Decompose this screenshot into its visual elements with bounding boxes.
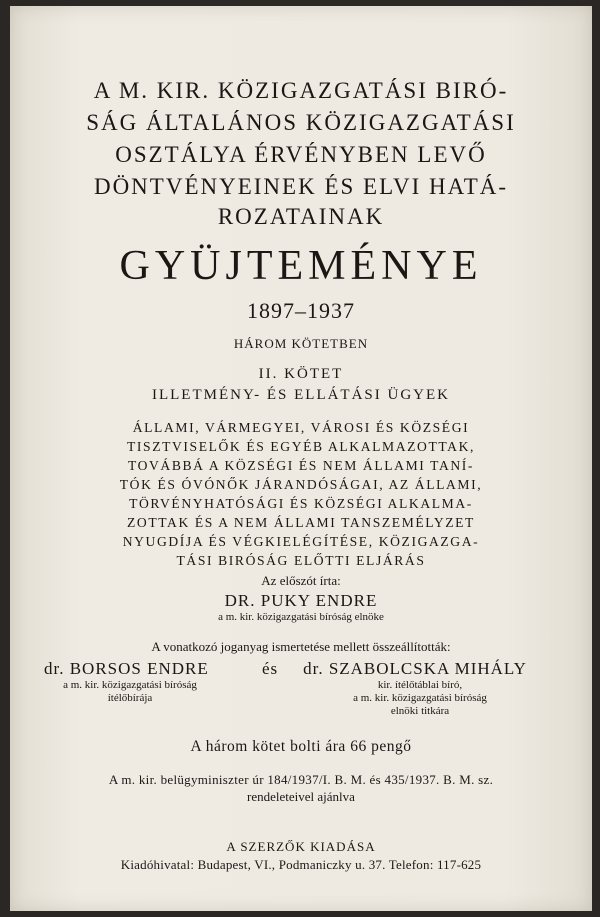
conjunction: és <box>262 659 279 678</box>
description-line-4: TÓK ÉS ÓVÓNŐK JÁRANDÓSÁGAI, AZ ÁLLAMI, <box>119 477 483 492</box>
description-line-7: NYUGDÍJA ÉS VÉGKIELÉGÍTÉSE, KÖZIGAZGA- <box>122 534 480 549</box>
heading-line-4: DÖNTVÉNYEINEK ÉS ELVI HATÁ- <box>93 174 509 199</box>
author2-title-1: kir. ítélőtáblai bíró, <box>377 679 463 691</box>
recommend-line-2: rendeleteivel ajánlva <box>247 789 355 804</box>
foreword-author-title: a m. kir. közigazgatási bíróság elnöke <box>218 611 384 623</box>
description-line-3: TOVÁBBÁ A KÖZSÉGI ÉS NEM ÁLLAMI TANÍ- <box>127 458 475 473</box>
description-line-1: ÁLLAMI, VÁRMEGYEI, VÁROSI ÉS KÖZSÉGI <box>132 420 470 435</box>
volume-label: II. KÖTET <box>258 366 344 382</box>
description-line-6: ZOTTAK ÉS A NEM ÁLLAMI TANSZEMÉLYZET <box>127 515 475 530</box>
publisher-address: Kiadóhivatal: Budapest, VI., Podmaniczky u. 37. Telefon: 117-625 <box>120 857 482 872</box>
author2-name: dr. SZABOLCSKA MIHÁLY <box>303 659 527 678</box>
price-text: A három kötet bolti ára 66 pengő <box>190 738 412 755</box>
author1-title-1: a m. kir. közigazgatási bíróság <box>63 679 197 691</box>
description-line-5: TÖRVÉNYHATÓSÁGI ÉS KÖZSÉGI ALKALMA- <box>129 496 473 511</box>
heading-line-2: SÁG ÁLTALÁNOS KÖZIGAZGATÁSI <box>86 110 516 135</box>
foreword-label: Az előszót írta: <box>261 573 341 588</box>
author1-name: dr. BORSOS ENDRE <box>44 659 209 678</box>
description-line-2: TISZTVISELŐK ÉS EGYÉB ALKALMAZOTTAK, <box>127 439 475 454</box>
heading-line-1: A M. KIR. KÖZIGAZGATÁSI BIRÓ- <box>93 78 509 103</box>
author1-title-2: ítélőbírája <box>107 692 153 704</box>
description-line-8: TÁSI BIRÓSÁG ELŐTTI ELJÁRÁS <box>176 553 426 568</box>
foreword-author: DR. PUKY ENDRE <box>224 591 378 610</box>
heading-line-5: ROZATAINAK <box>217 204 385 229</box>
volumes-note: HÁROM KÖTETBEN <box>233 336 369 351</box>
heading-line-3: OSZTÁLYA ÉRVÉNYBEN LEVŐ <box>115 142 487 167</box>
author2-title-3: elnöki titkára <box>390 705 450 717</box>
publisher: A SZERZŐK KIADÁSA <box>226 839 376 854</box>
years: 1897–1937 <box>247 298 355 323</box>
author2-title-2: a m. kir. közigazgatási bíróság <box>353 692 487 704</box>
compiled-label: A vonatkozó joganyag ismertetése mellett összeállították: <box>151 639 451 654</box>
recommend-line-1: A m. kir. belügyminiszter úr 184/1937/I. B. M. és 435/1937. B. M. sz. <box>108 772 494 787</box>
volume-subject: ILLETMÉNY- ÉS ELLÁTÁSI ÜGYEK <box>151 387 451 403</box>
title-page <box>10 6 592 911</box>
main-title: GYÜJTEMÉNYE <box>119 243 483 289</box>
